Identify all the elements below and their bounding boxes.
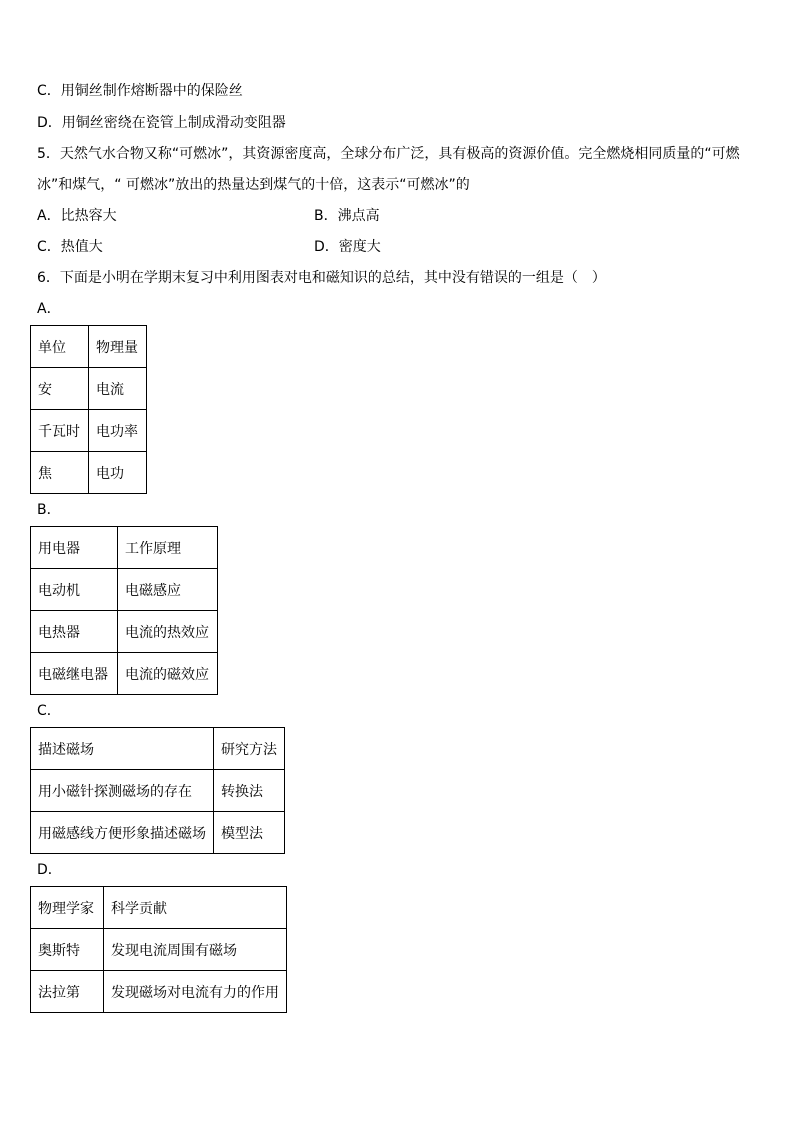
- table-cell: 转换法: [214, 770, 285, 812]
- table-cell: 物理学家: [31, 887, 104, 929]
- table-cell: 科学贡献: [104, 887, 287, 929]
- q6-table-d: [30, 886, 287, 1013]
- table-cell: 单位: [31, 326, 89, 368]
- table-cell: 描述磁场: [31, 728, 214, 770]
- table-cell: 工作原理: [118, 527, 218, 569]
- table-cell: 模型法: [214, 812, 285, 854]
- q5-option-b: B．沸点高: [314, 208, 380, 224]
- table-row: [31, 569, 218, 611]
- table-cell: 用电器: [31, 527, 118, 569]
- table-row: [31, 326, 147, 368]
- question-5-stem-line2: 冰”和煤气，“ 可燃冰”放出的热量达到煤气的十倍，这表示“可燃冰”的: [37, 177, 470, 193]
- q6-table-b: [30, 526, 218, 695]
- table-cell: 电流: [89, 368, 147, 410]
- q5-option-a: A．比热容大: [37, 208, 117, 224]
- table-row: [31, 887, 287, 929]
- table-cell: 电磁继电器: [31, 653, 118, 695]
- table-cell: 用磁感线方便形象描述磁场: [31, 812, 214, 854]
- q5-option-d: D．密度大: [314, 239, 381, 255]
- table-cell: 用小磁针探测磁场的存在: [31, 770, 214, 812]
- table-cell: 焦: [31, 452, 89, 494]
- table-cell: 奥斯特: [31, 929, 104, 971]
- table-row: [31, 728, 285, 770]
- table-cell: 法拉第: [31, 971, 104, 1013]
- table-cell: 发现电流周围有磁场: [104, 929, 287, 971]
- table-cell: 电流的热效应: [118, 611, 218, 653]
- table-row: [31, 653, 218, 695]
- table-row: [31, 812, 285, 854]
- q4-option-c: C．用铜丝制作熔断器中的保险丝: [37, 83, 243, 99]
- table-cell: 安: [31, 368, 89, 410]
- table-row: [31, 971, 287, 1013]
- q6-table-c: [30, 727, 285, 854]
- q6-option-c-label: C．: [37, 703, 61, 719]
- table-row: [31, 452, 147, 494]
- table-row: [31, 368, 147, 410]
- table-cell: 发现磁场对电流有力的作用: [104, 971, 287, 1013]
- table-row: [31, 611, 218, 653]
- table-row: [31, 770, 285, 812]
- q4-option-d: D．用铜丝密绕在瓷管上制成滑动变阻器: [37, 115, 286, 131]
- table-cell: 研究方法: [214, 728, 285, 770]
- question-5-stem-line1: 5．天然气水合物又称“可燃冰”，其资源密度高，全球分布广泛，具有极高的资源价值。完全燃烧相同质量的“可燃: [37, 146, 740, 162]
- table-cell: 电热器: [31, 611, 118, 653]
- question-6-stem: 6．下面是小明在学期末复习中利用图表对电和磁知识的总结，其中没有错误的一组是（ ）: [37, 270, 606, 286]
- table-cell: 电流的磁效应: [118, 653, 218, 695]
- table-cell: 电功率: [89, 410, 147, 452]
- q6-table-a: [30, 325, 147, 494]
- table-row: [31, 410, 147, 452]
- table-cell: 电磁感应: [118, 569, 218, 611]
- q6-option-b-label: B．: [37, 502, 61, 518]
- table-row: [31, 929, 287, 971]
- table-row: [31, 527, 218, 569]
- q6-option-a-label: A．: [37, 301, 61, 317]
- q5-option-c: C．热值大: [37, 239, 103, 255]
- table-cell: 电动机: [31, 569, 118, 611]
- table-cell: 千瓦时: [31, 410, 89, 452]
- table-cell: 电功: [89, 452, 147, 494]
- table-cell: 物理量: [89, 326, 147, 368]
- q6-option-d-label: D．: [37, 862, 62, 878]
